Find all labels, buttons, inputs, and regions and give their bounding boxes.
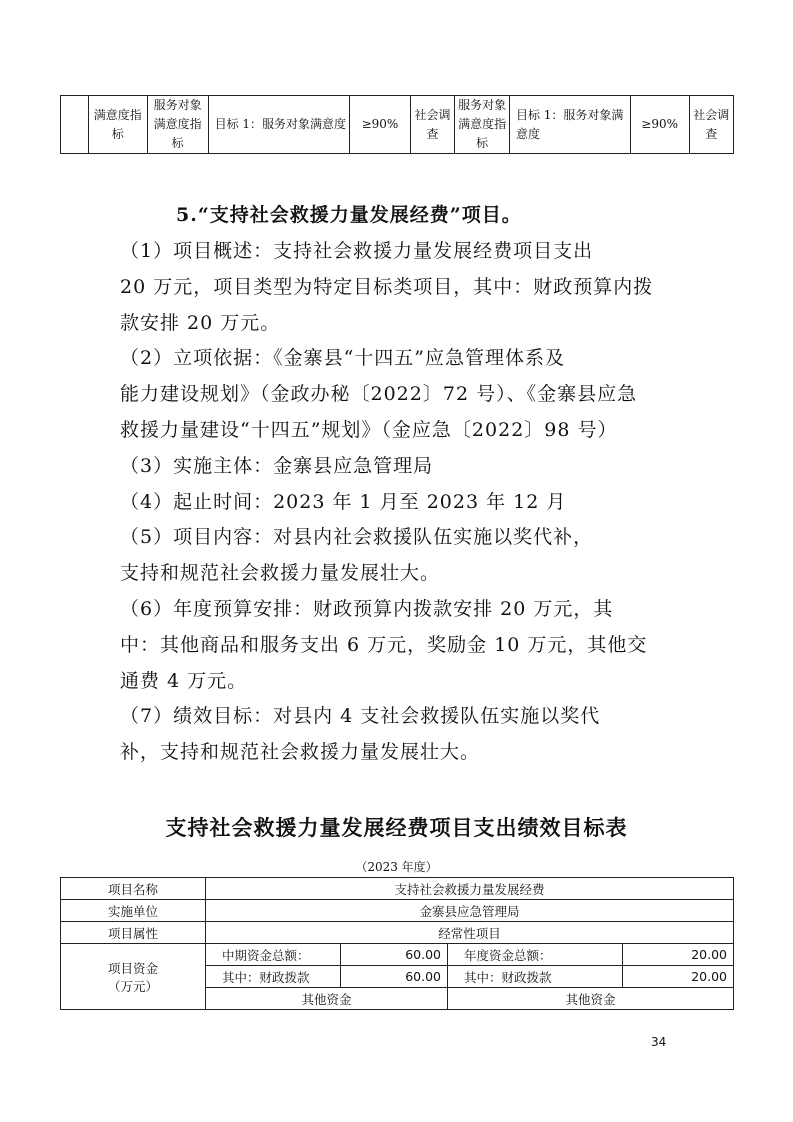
table-cell: ≥90%: [349, 96, 410, 154]
table-title: 支持社会救援力量发展经费项目支出绩效目标表: [165, 815, 628, 840]
unit-value: 金寨县应急管理局: [206, 900, 734, 922]
table-row: [61, 922, 734, 944]
table-cell: 社会调查: [689, 96, 733, 154]
paragraph-line: （6）年度预算安排：财政预算内拨款安排 20 万元，其: [120, 598, 614, 620]
paragraph-line: 补，支持和规范社会救援力量发展壮大。: [120, 741, 481, 763]
paragraph-line: （4）起止时间：2023 年 1 月至 2023 年 12 月: [120, 491, 567, 513]
paragraph-line: （5）项目内容：对县内社会救援队伍实施以奖代补，: [120, 526, 594, 548]
paragraph-line: （1）项目概述：支持社会救援力量发展经费项目支出: [120, 240, 594, 262]
top-table-fragment: [60, 95, 734, 154]
annual-total-value: 20.00: [623, 944, 734, 966]
annual-fiscal-value: 20.00: [623, 966, 734, 988]
table-cell: 目标 1：服务对象满意度: [509, 96, 630, 154]
paragraph-line: （3）实施主体：金寨县应急管理局: [120, 455, 434, 477]
table-year: （2023 年度）: [355, 860, 438, 874]
paragraph-line: 能力建设规划》（金政办秘〔2022〕72 号）、《金寨县应急: [120, 383, 638, 405]
funds-label-unit: （万元）: [107, 978, 158, 994]
table-cell: 服务对象满意度指标: [455, 96, 510, 154]
table-cell: 满意度指标: [88, 96, 147, 154]
project-name-value: 支持社会救援力量发展经费: [206, 878, 734, 900]
mid-total-value: 60.00: [341, 944, 448, 966]
mid-fiscal-label: 其中：财政拨款: [206, 966, 341, 988]
paragraph-line: （7）绩效目标：对县内 4 支社会救援队伍实施以奖代: [120, 705, 601, 727]
section-heading: 5.“支持社会救援力量发展经费”项目。: [176, 204, 522, 226]
annual-other-label: 其他资金: [448, 988, 734, 1010]
unit-label: 实施单位: [61, 900, 206, 922]
paragraph-line: 中：其他商品和服务支出 6 万元，奖励金 10 万元，其他交: [120, 634, 648, 656]
paragraph-line: （2）立项依据：《金寨县“十四五”应急管理体系及: [120, 347, 566, 369]
paragraph-line: 支持和规范社会救援力量发展壮大。: [120, 562, 441, 584]
mid-fiscal-value: 60.00: [341, 966, 448, 988]
table-cell-empty: [61, 96, 89, 154]
table-cell: 服务对象满意度指标: [147, 96, 208, 154]
performance-target-table: [60, 877, 734, 1010]
table-cell: 目标 1：服务对象满意度: [208, 96, 349, 154]
paragraph-line: 款安排 20 万元。: [120, 312, 281, 334]
page-number: 34: [651, 1035, 667, 1049]
table-row: [61, 878, 734, 900]
table-row: [61, 944, 734, 966]
table-row: [61, 900, 734, 922]
attr-label: 项目属性: [61, 922, 206, 944]
mid-other-label: 其他资金: [206, 988, 448, 1010]
annual-total-label: 年度资金总额：: [448, 944, 623, 966]
paragraph-line: 通费 4 万元。: [120, 670, 248, 692]
table-cell: ≥90%: [630, 96, 689, 154]
annual-fiscal-label: 其中：财政拨款: [448, 966, 623, 988]
table-cell: 社会调查: [410, 96, 454, 154]
paragraph-line: 20 万元，项目类型为特定目标类项目，其中：财政预算内拨: [120, 276, 654, 298]
paragraph-line: 救援力量建设“十四五”规划》（金应急〔2022〕98 号）: [120, 419, 618, 441]
funds-label-line: 项目资金: [107, 960, 158, 976]
attr-value: 经常性项目: [206, 922, 734, 944]
funds-label: [61, 944, 206, 1010]
project-name-label: 项目名称: [61, 878, 206, 900]
table-row: [61, 96, 734, 154]
mid-total-label: 中期资金总额：: [206, 944, 341, 966]
